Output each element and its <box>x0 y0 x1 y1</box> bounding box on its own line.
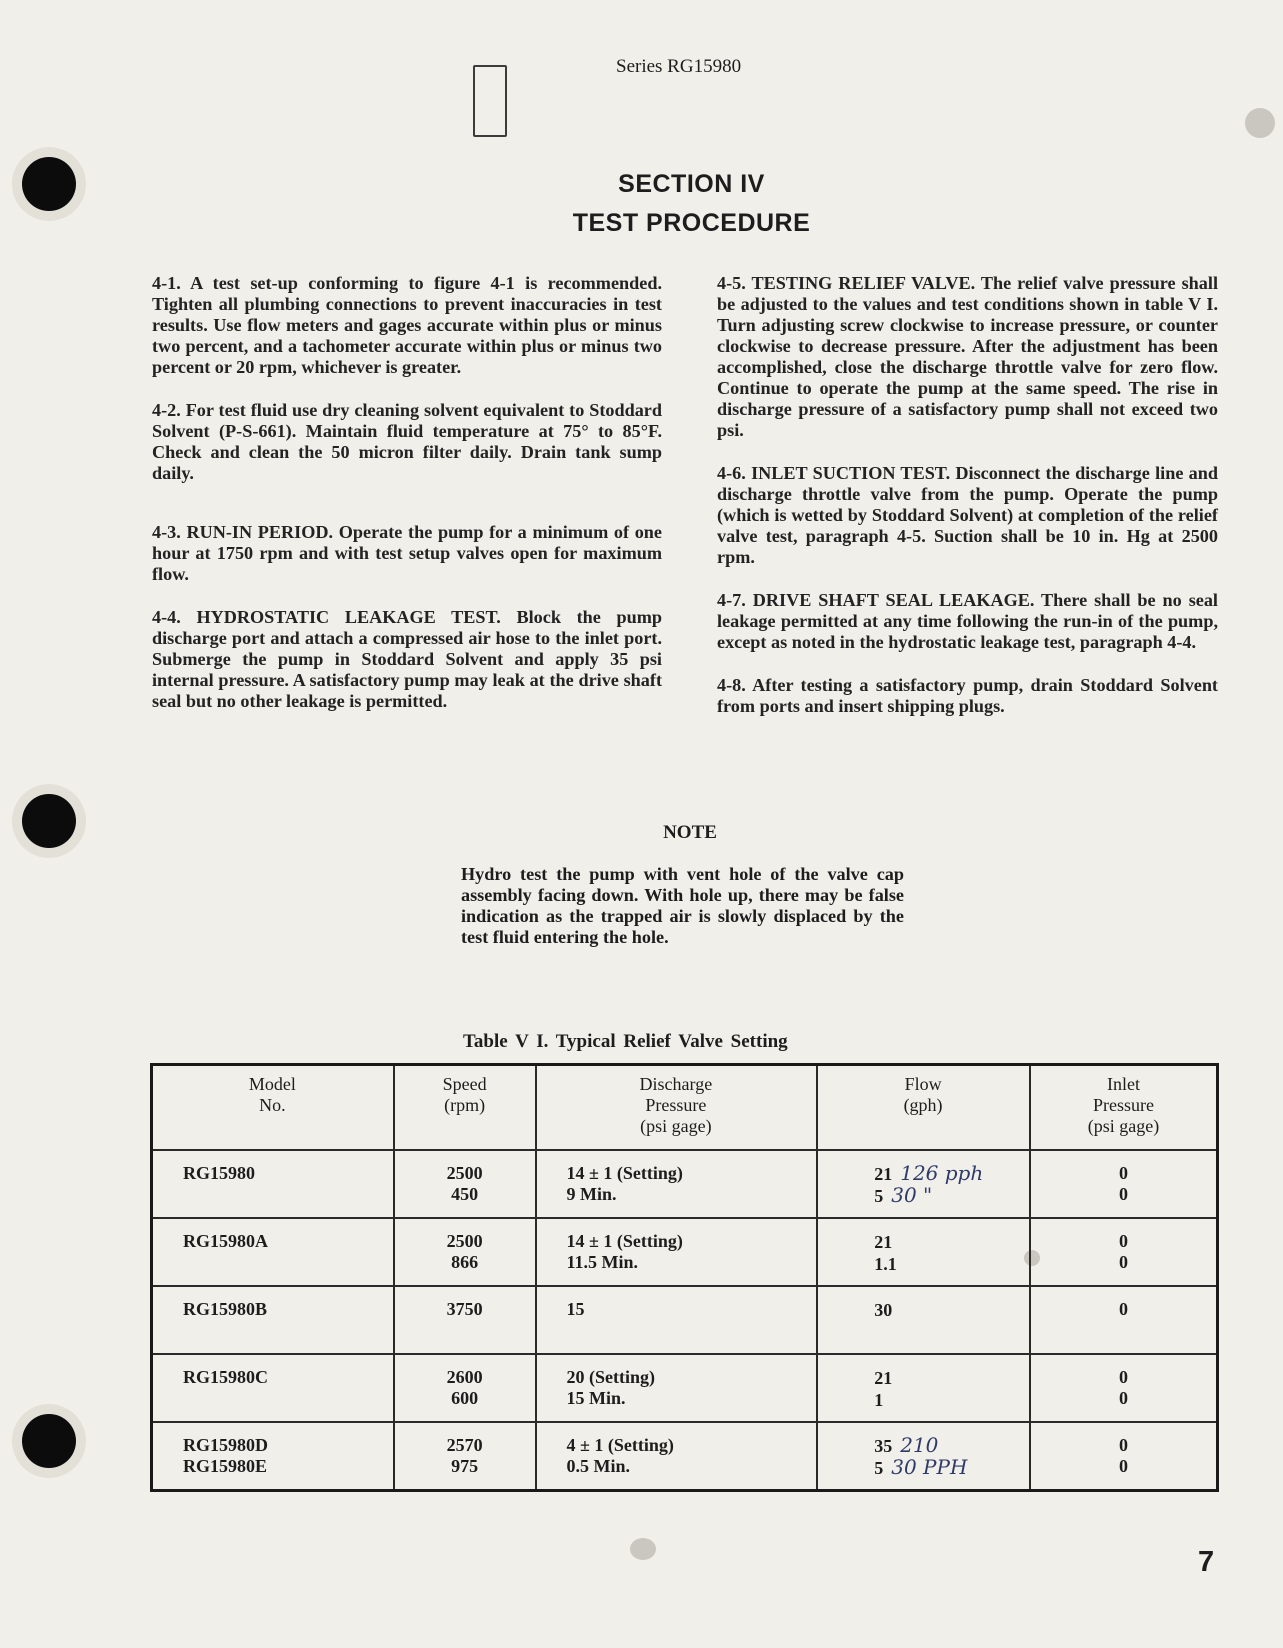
cell-flow-value: 21 <box>874 1368 893 1388</box>
header-text: Model <box>248 1074 296 1094</box>
cell-flow-value: 30 <box>874 1300 893 1320</box>
cell-speed <box>394 1354 536 1422</box>
right-column <box>717 273 1218 739</box>
cell-speed-value: 2570 <box>446 1435 483 1455</box>
cell-flow-line <box>874 1185 1028 1207</box>
cell-inlet-line <box>1032 1163 1215 1184</box>
cell-model-line <box>183 1252 392 1273</box>
binder-hole-middle <box>22 794 76 848</box>
cell-speed <box>394 1150 536 1218</box>
cell-inlet-line <box>1032 1184 1215 1205</box>
smudge-mark <box>1245 108 1275 138</box>
cell-inlet-value: 0 <box>1118 1388 1128 1408</box>
header-text: Pressure <box>1092 1095 1154 1115</box>
paragraph-4-2: 4-2. For test fluid use dry cleaning solvent equivalent to Stoddard Solvent (P-S-661). Maintain fluid temperature at 75° to 85°F. Check and clean the 50 micron filter daily. Drain tank sump daily. <box>152 400 662 483</box>
handwritten-annotation: 30 " <box>891 1183 933 1207</box>
header-text: Discharge <box>639 1074 713 1094</box>
cell-discharge-value: 15 Min. <box>566 1388 626 1408</box>
cell-discharge-line <box>567 1184 816 1205</box>
cell-flow-line <box>874 1321 1028 1343</box>
cell-flow-value: 1.1 <box>874 1254 897 1274</box>
cell-flow-line <box>874 1163 1028 1185</box>
cell-discharge-line <box>567 1388 816 1409</box>
cell-inlet-line <box>1032 1299 1215 1320</box>
cell-discharge-value: 4 ± 1 (Setting) <box>566 1435 674 1455</box>
header-text: Speed <box>442 1074 487 1094</box>
cell-discharge-line <box>567 1435 816 1456</box>
cell-discharge-value: 9 Min. <box>566 1184 617 1204</box>
cell-speed-line <box>396 1435 534 1456</box>
cell-flow-value: 21 <box>874 1164 893 1184</box>
header-discharge <box>536 1065 818 1151</box>
cell-inlet-value: 0 <box>1118 1299 1128 1319</box>
cell-model <box>152 1286 394 1354</box>
paragraph-4-7: 4-7. DRIVE SHAFT SEAL LEAKAGE. There shall be no seal leakage permitted at any time following the run-in of the pump, except as noted in the hydrostatic leakage test, paragraph 4-4. <box>717 590 1218 652</box>
cell-inlet-line <box>1032 1231 1215 1252</box>
table-caption: Table V I. Typical Relief Valve Setting <box>463 1031 788 1052</box>
header-flow <box>817 1065 1030 1151</box>
header-text: Flow <box>904 1074 942 1094</box>
cell-model-line <box>183 1320 392 1341</box>
cell-discharge-value: 14 ± 1 (Setting) <box>566 1163 683 1183</box>
cell-model-value: RG15980E <box>183 1456 268 1476</box>
cell-speed-line <box>396 1320 534 1341</box>
smudge-mark <box>630 1538 656 1560</box>
cell-flow <box>817 1218 1030 1286</box>
cell-inlet-value: 0 <box>1118 1435 1128 1455</box>
cell-inlet-value: 0 <box>1118 1252 1128 1272</box>
cell-model-value: RG15980A <box>183 1231 268 1251</box>
cell-speed-line <box>396 1367 534 1388</box>
cell-inlet-value: 0 <box>1118 1163 1128 1183</box>
note-text: Hydro test the pump with vent hole of the valve cap assembly facing down. With hole up, there may be false indication as the trapped air is slowly displaced by the test fluid entering the hole. <box>461 864 904 947</box>
cell-model <box>152 1422 394 1491</box>
cell-inlet-line <box>1032 1435 1215 1456</box>
cell-flow <box>817 1354 1030 1422</box>
cell-flow <box>817 1286 1030 1354</box>
cell-flow-line <box>874 1231 1028 1253</box>
left-column <box>152 273 662 734</box>
cell-discharge <box>536 1286 818 1354</box>
cell-discharge-value: 0.5 Min. <box>566 1456 631 1476</box>
handwritten-annotation: 126 pph <box>900 1161 984 1185</box>
cell-flow-line <box>874 1457 1028 1479</box>
header-text: Inlet <box>1106 1074 1140 1094</box>
table-row <box>152 1422 1218 1491</box>
cell-discharge-value: 15 <box>566 1299 585 1319</box>
cell-model-value: RG15980 <box>183 1163 255 1183</box>
cell-discharge-line <box>567 1367 816 1388</box>
cell-discharge-value: 20 (Setting) <box>566 1367 656 1387</box>
cell-flow-line <box>874 1253 1028 1275</box>
cell-discharge <box>536 1354 818 1422</box>
cell-discharge-line <box>567 1320 816 1341</box>
cell-discharge <box>536 1422 818 1491</box>
cell-inlet <box>1030 1286 1218 1354</box>
cell-inlet-line <box>1032 1320 1215 1341</box>
cell-model-line <box>183 1456 392 1477</box>
cell-speed-value: 2600 <box>446 1367 483 1387</box>
cell-flow-line <box>874 1389 1028 1411</box>
cell-discharge <box>536 1218 818 1286</box>
cell-flow-line <box>874 1367 1028 1389</box>
cell-discharge-value: 14 ± 1 (Setting) <box>566 1231 683 1251</box>
table-row <box>152 1354 1218 1422</box>
cell-inlet-value: 0 <box>1118 1367 1128 1387</box>
cell-speed-line <box>396 1231 534 1252</box>
cell-model-line <box>183 1184 392 1205</box>
table-header-row <box>152 1065 1218 1151</box>
header-text: (psi gage) <box>640 1116 712 1136</box>
cell-speed <box>394 1422 536 1491</box>
header-text: No. <box>259 1095 286 1115</box>
cell-speed-line <box>396 1184 534 1205</box>
cell-flow-value: 35 <box>874 1436 893 1456</box>
table-row <box>152 1218 1218 1286</box>
cell-model-value: RG15980D <box>183 1435 268 1455</box>
paragraph-4-6: 4-6. INLET SUCTION TEST. Disconnect the discharge line and discharge throttle valve from the pump. Operate the pump (which is wetted by Stoddard Solvent) at completion of the relief valve test, paragraph 4-5. Suction shall be 10 in. Hg at 2500 rpm. <box>717 463 1218 567</box>
cell-flow-line <box>874 1299 1028 1321</box>
paragraph-4-5: 4-5. TESTING RELIEF VALVE. The relief valve pressure shall be adjusted to the values and test conditions shown in table V I. Turn adjusting screw clockwise to increase pressure, or counter clockwise to decrease pressure. After the adjustment has been accomplished, close the discharge throttle valve for zero flow. Continue to operate the pump at the same speed. The rise in discharge pressure of a satisfactory pump shall not exceed two psi. <box>717 273 1218 440</box>
cell-inlet <box>1030 1218 1218 1286</box>
series-header: Series RG15980 <box>616 56 742 77</box>
table-row <box>152 1286 1218 1354</box>
cell-speed-value: 600 <box>451 1388 479 1408</box>
table-row <box>152 1150 1218 1218</box>
header-text: (gph) <box>903 1095 943 1115</box>
cell-model-line <box>183 1435 392 1456</box>
cell-speed-line <box>396 1388 534 1409</box>
cell-flow-value: 5 <box>874 1458 884 1478</box>
paragraph-4-1: 4-1. A test set-up conforming to figure 4-1 is recommended. Tighten all plumbing connections to prevent inaccuracies in test results. Use flow meters and gages accurate within plus or minus two percent, and a tachometer accurate within plus or minus two percent or 20 rpm, whichever is greater. <box>152 273 662 377</box>
paragraph-4-4: 4-4. HYDROSTATIC LEAKAGE TEST. Block the pump discharge port and attach a compressed air hose to the inlet port. Submerge the pump in Stoddard Solvent and apply 35 psi internal pressure. A satisfactory pump may leak at the drive shaft seal but no other leakage is permitted. <box>152 607 662 711</box>
handwritten-annotation: 210 <box>900 1433 939 1457</box>
cell-speed-value: 450 <box>451 1184 479 1204</box>
cell-flow <box>817 1150 1030 1218</box>
section-number: SECTION IV <box>618 170 765 198</box>
cell-flow-value: 1 <box>874 1390 884 1410</box>
cell-model-line <box>183 1231 392 1252</box>
cell-discharge-value: 11.5 Min. <box>566 1252 639 1272</box>
cell-flow <box>817 1422 1030 1491</box>
cell-inlet-value: 0 <box>1118 1456 1128 1476</box>
cell-discharge-line <box>567 1299 816 1320</box>
cell-discharge-line <box>567 1456 816 1477</box>
cell-model-line <box>183 1163 392 1184</box>
cell-inlet-line <box>1032 1456 1215 1477</box>
cell-speed-value: 866 <box>451 1252 479 1272</box>
cell-speed-value: 975 <box>451 1456 479 1476</box>
cell-speed-line <box>396 1456 534 1477</box>
cell-speed-value: 3750 <box>446 1299 483 1319</box>
header-text: (rpm) <box>444 1095 486 1115</box>
cell-speed-value: 2500 <box>446 1163 483 1183</box>
cell-inlet-value: 0 <box>1118 1184 1128 1204</box>
header-text: (psi gage) <box>1087 1116 1160 1136</box>
header-inlet <box>1030 1065 1218 1151</box>
cell-model-value: RG15980B <box>183 1299 268 1319</box>
cell-flow-line <box>874 1435 1028 1457</box>
cell-speed-line <box>396 1299 534 1320</box>
cell-discharge <box>536 1150 818 1218</box>
cell-inlet-line <box>1032 1388 1215 1409</box>
handwritten-annotation: 30 PPH <box>891 1455 968 1479</box>
page-number: 7 <box>1198 1546 1215 1578</box>
cell-inlet-line <box>1032 1367 1215 1388</box>
cell-inlet-value: 0 <box>1118 1231 1128 1251</box>
cell-speed <box>394 1218 536 1286</box>
section-title: TEST PROCEDURE <box>572 209 811 237</box>
cell-speed <box>394 1286 536 1354</box>
header-text: Pressure <box>645 1095 707 1115</box>
cell-model <box>152 1218 394 1286</box>
paragraph-4-3: 4-3. RUN-IN PERIOD. Operate the pump for a minimum of one hour at 1750 rpm and with test setup valves open for maximum flow. <box>152 522 662 584</box>
stamp-box <box>473 65 507 137</box>
cell-model-line <box>183 1388 392 1409</box>
cell-model <box>152 1150 394 1218</box>
cell-discharge-line <box>567 1163 816 1184</box>
header-model <box>152 1065 394 1151</box>
note-heading: NOTE <box>663 822 717 843</box>
cell-inlet <box>1030 1354 1218 1422</box>
binder-hole-bottom <box>22 1414 76 1468</box>
cell-discharge-line <box>567 1231 816 1252</box>
cell-inlet-line <box>1032 1252 1215 1273</box>
header-speed <box>394 1065 536 1151</box>
cell-flow-value: 5 <box>874 1186 884 1206</box>
cell-speed-value: 2500 <box>446 1231 483 1251</box>
cell-speed-line <box>396 1163 534 1184</box>
cell-model-line <box>183 1367 392 1388</box>
cell-speed-line <box>396 1252 534 1273</box>
cell-discharge-line <box>567 1252 816 1273</box>
cell-inlet <box>1030 1422 1218 1491</box>
cell-flow-value: 21 <box>874 1232 893 1252</box>
table-body <box>152 1150 1218 1491</box>
cell-model-line <box>183 1299 392 1320</box>
relief-valve-table <box>150 1063 1219 1492</box>
paragraph-4-8: 4-8. After testing a satisfactory pump, drain Stoddard Solvent from ports and insert shipping plugs. <box>717 675 1218 716</box>
cell-model <box>152 1354 394 1422</box>
cell-inlet <box>1030 1150 1218 1218</box>
cell-model-value: RG15980C <box>183 1367 268 1387</box>
